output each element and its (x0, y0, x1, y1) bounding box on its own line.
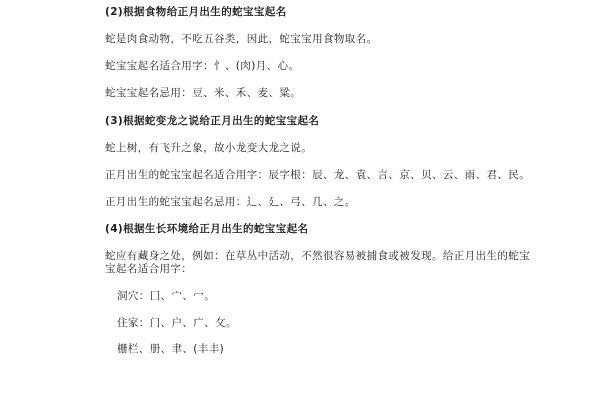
section-heading: (2)根据食物给正月出生的蛇宝宝起名 (105, 6, 287, 18)
paragraph: 蛇宝宝起名适合用字：忄、(肉)月、心。 (105, 60, 300, 73)
paragraph: 蛇上树，有飞升之象，故小龙变大龙之说。 (105, 141, 313, 154)
section-heading: (4)根据生长环境给正月出生的蛇宝宝起名 (105, 223, 309, 235)
paragraph: 正月出生的蛇宝宝起名忌用：辶、廴、弓、几、之。 (105, 195, 356, 208)
list-item: 洞穴：囗、宀、冖。 (117, 290, 216, 303)
list-item: 住家：门、户、广、攵。 (117, 316, 237, 329)
text-block (105, 6, 540, 356)
paragraph: 蛇应有藏身之处，例如：在草丛中活动，不然很容易被捕食或被发现。给正月出生的蛇宝宝起名适合用字： (105, 250, 531, 276)
paragraph: 蛇宝宝起名忌用：豆、米、禾、麦、粱。 (105, 87, 302, 100)
paragraph: 蛇是肉食动物，不吃五谷类，因此，蛇宝宝用食物取名。 (105, 33, 378, 46)
list-item: 栅栏、册、聿、(丰丰) (117, 342, 225, 355)
paragraph: 正月出生的蛇宝宝起名适合用字：辰字根：辰、龙、袁、言、京、贝、云、雨、君、民。 (105, 168, 531, 181)
section-heading: (3)根据蛇变龙之说给正月出生的蛇宝宝起名 (105, 114, 320, 127)
